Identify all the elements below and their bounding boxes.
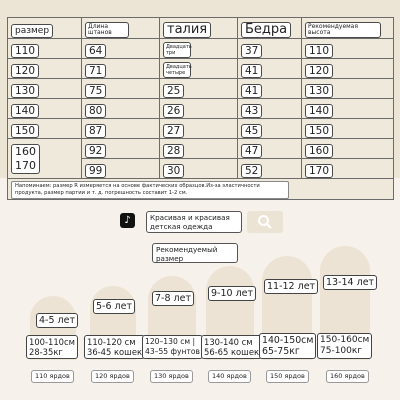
recommended-size-label: Рекомендуемый размер — [152, 243, 238, 263]
cell-length: 64 — [85, 44, 106, 58]
yard-label: 140 ярдов — [208, 370, 251, 383]
weight-range: 28-35кг — [29, 347, 63, 357]
header-waist: талия — [163, 22, 211, 38]
cell-size: 140 — [11, 104, 39, 118]
search-icon — [257, 214, 273, 230]
yard-label: 110 ярдов — [31, 370, 74, 383]
cell-hips: 45 — [241, 124, 262, 138]
header-pants-length: Длина штанов — [85, 22, 129, 38]
cell-size-merged — [11, 144, 40, 174]
cell-height: 140 — [305, 104, 333, 118]
table-row — [8, 59, 394, 79]
measurement-note: Напоминаем: размер R измеряется на основе фактических образцов.Из-за эластичности продукта, размер партии и т. д. погрешность составит 1-2 см. — [11, 181, 289, 199]
header-size: размер — [11, 24, 53, 38]
cell-size: 150 — [11, 124, 39, 138]
table-row — [8, 119, 394, 139]
cell-length: 71 — [85, 64, 106, 78]
cell-waist: 30 — [163, 164, 184, 178]
height-range: 140-150см — [262, 335, 314, 346]
age-label: 9-10 лет — [208, 286, 256, 301]
cell-waist: 27 — [163, 124, 184, 138]
header-recommended-height: Рекомендуемая высота — [305, 22, 381, 38]
cell-hips: 52 — [241, 164, 262, 178]
cell-hips: 41 — [241, 84, 262, 98]
weight-range: 36-45 кошек — [87, 347, 143, 357]
cell-height: 120 — [305, 64, 333, 78]
cell-height: 160 — [305, 144, 333, 158]
height-range: 120–130 см | — [145, 337, 196, 346]
cell-height: 170 — [305, 164, 333, 178]
yard-label: 160 ярдов — [326, 370, 369, 383]
search-button[interactable] — [247, 211, 283, 233]
search-input[interactable]: Красивая и красивая детская одежда — [146, 211, 242, 233]
age-label: 13-14 лет — [323, 275, 377, 290]
cell-hips: 37 — [241, 44, 262, 58]
yard-label: 150 ярдов — [266, 370, 309, 383]
cell-hips: 41 — [241, 64, 262, 78]
cell-length: 80 — [85, 104, 106, 118]
cell-size: 160 — [15, 144, 36, 158]
table-row — [8, 139, 394, 159]
cell-waist: 28 — [163, 144, 184, 158]
cell-waist: Двадцать четыре — [163, 62, 191, 78]
cell-hips: 47 — [241, 144, 262, 158]
cell-size: 110 — [11, 44, 39, 58]
height-weight-box — [259, 333, 316, 359]
table-row — [8, 99, 394, 119]
height-weight-box — [26, 335, 78, 359]
height-weight-box — [317, 333, 372, 359]
weight-range: 65-75кг — [262, 346, 300, 357]
weight-range: 75-100кг — [320, 346, 363, 356]
cell-size: 120 — [11, 64, 39, 78]
height-weight-box — [201, 335, 262, 359]
cell-waist: Двадцать три — [163, 42, 191, 58]
cell-waist: 25 — [163, 84, 184, 98]
height-weight-box — [84, 335, 145, 359]
cell-height: 110 — [305, 44, 333, 58]
cell-size: 130 — [11, 84, 39, 98]
size-table — [7, 17, 394, 200]
table-header-row — [8, 18, 394, 39]
header-hips: Бедра — [241, 22, 291, 38]
cell-height: 130 — [305, 84, 333, 98]
yard-label: 120 ярдов — [91, 370, 134, 383]
cell-hips: 43 — [241, 104, 262, 118]
cell-height: 150 — [305, 124, 333, 138]
height-range: 100-110см — [29, 337, 75, 347]
height-range: 110-120 см — [87, 337, 136, 347]
age-label: 11-12 лет — [264, 279, 318, 294]
table-row — [8, 79, 394, 99]
table-row — [8, 39, 394, 59]
cell-length: 75 — [85, 84, 106, 98]
age-label: 4-5 лет — [36, 313, 78, 328]
cell-length: 99 — [85, 164, 106, 178]
height-weight-box — [142, 335, 203, 359]
cell-size: 170 — [15, 158, 36, 172]
weight-range: 43–55 фунтов — [145, 347, 201, 356]
cell-waist: 26 — [163, 104, 184, 118]
age-label: 7-8 лет — [152, 291, 194, 306]
tiktok-icon: ♪ — [120, 213, 135, 228]
table-note-row — [8, 179, 394, 200]
height-range: 130-140 см — [204, 337, 253, 347]
age-label: 5-6 лет — [93, 299, 135, 314]
weight-range: 56-65 кошек — [204, 347, 260, 357]
cell-length: 87 — [85, 124, 106, 138]
yard-label: 130 ярдов — [150, 370, 193, 383]
cell-length: 92 — [85, 144, 106, 158]
height-range: 150-160см — [320, 335, 370, 345]
